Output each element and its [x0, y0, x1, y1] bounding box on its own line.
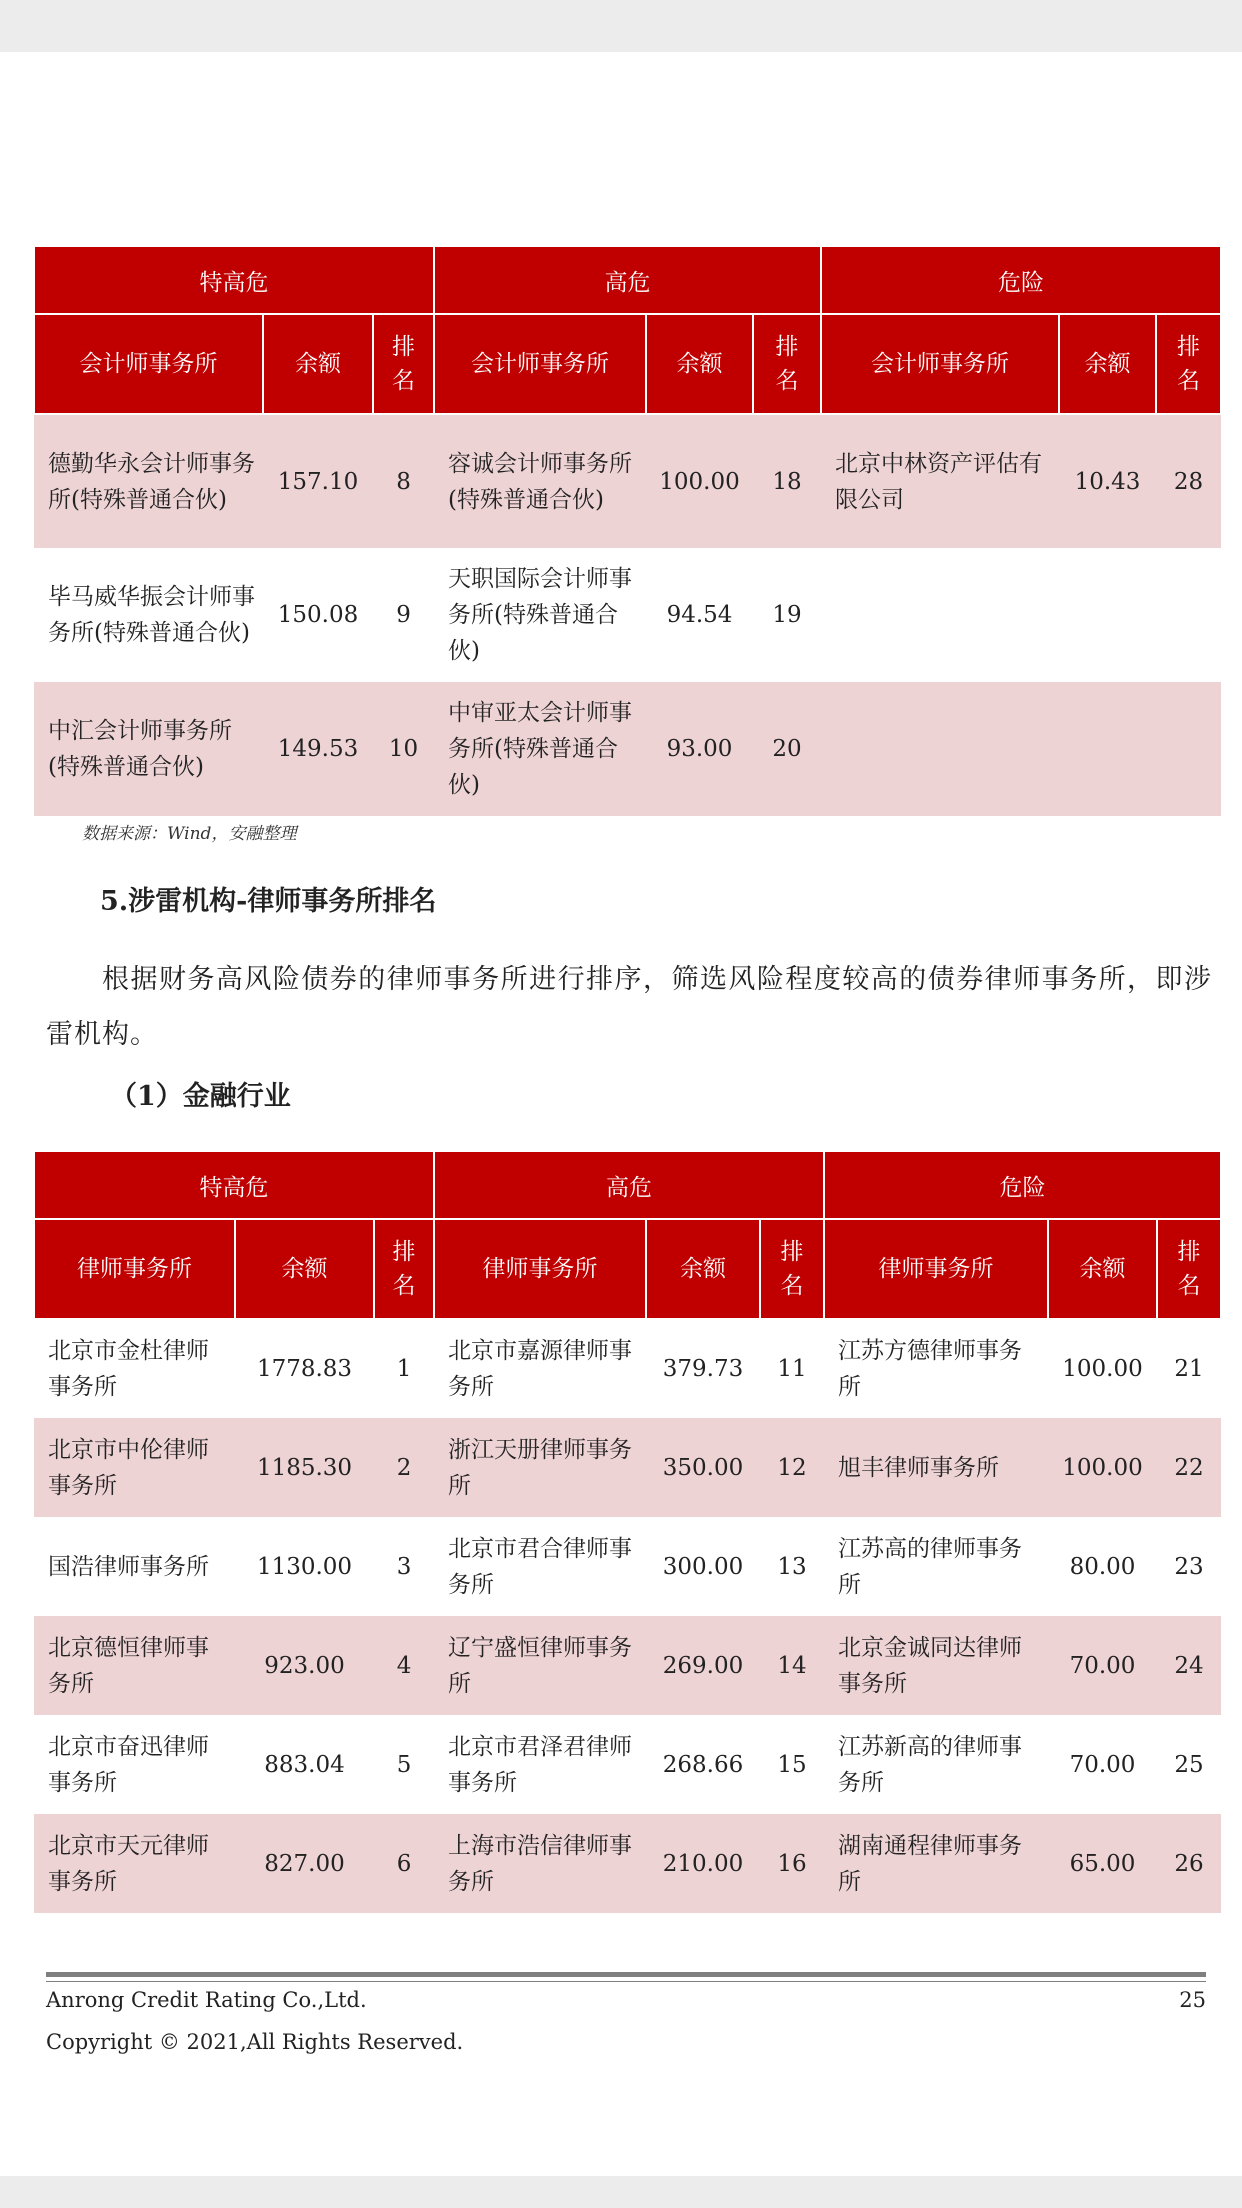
firm-name-cell: 国浩律师事务所 [34, 1517, 235, 1616]
firm-name-cell: 江苏新高的律师事务所 [824, 1715, 1048, 1814]
footer-divider-thin [46, 1981, 1206, 1982]
rank-cell: 16 [760, 1814, 824, 1913]
balance-cell: 80.00 [1048, 1517, 1157, 1616]
balance-cell: 210.00 [646, 1814, 760, 1913]
firm-name-cell: 湖南通程律师事务所 [824, 1814, 1048, 1913]
balance-cell: 1778.83 [235, 1319, 374, 1418]
rank-cell: 19 [753, 548, 821, 682]
table-row [34, 1517, 1221, 1616]
balance-cell: 70.00 [1048, 1715, 1157, 1814]
table-row [34, 1418, 1221, 1517]
balance-cell: 268.66 [646, 1715, 760, 1814]
subsection-heading: （1）金融行业 [110, 1081, 291, 1112]
table-row [34, 1715, 1221, 1814]
balance-cell: 94.54 [646, 548, 753, 682]
group-header-extreme-risk: 特高危 [34, 246, 434, 314]
balance-cell [1059, 548, 1156, 682]
balance-cell: 1130.00 [235, 1517, 374, 1616]
firm-name-cell: 上海市浩信律师事务所 [434, 1814, 646, 1913]
group-header-risk: 危险 [821, 246, 1221, 314]
footer-divider [46, 1972, 1206, 1977]
rank-cell [1156, 548, 1221, 682]
column-header-firm: 律师事务所 [434, 1219, 646, 1319]
footer-company: Anrong Credit Rating Co.,Ltd. [46, 1988, 367, 2012]
firm-name-cell: 江苏方德律师事务所 [824, 1319, 1048, 1418]
balance-cell: 350.00 [646, 1418, 760, 1517]
firm-name-cell: 北京市中伦律师事务所 [34, 1418, 235, 1517]
firm-name-cell: 容诚会计师事务所(特殊普通合伙) [434, 414, 646, 548]
rank-cell: 12 [760, 1418, 824, 1517]
firm-name-cell: 旭丰律师事务所 [824, 1418, 1048, 1517]
table-row [34, 414, 1221, 548]
column-header-rank: 排名 [753, 314, 821, 414]
firm-name-cell: 中汇会计师事务所(特殊普通合伙) [34, 682, 263, 816]
rank-cell: 6 [374, 1814, 434, 1913]
body-paragraph: 根据财务高风险债券的律师事务所进行排序，筛选风险程度较高的债券律师事务所，即涉雷机构。 [46, 964, 1212, 1050]
firm-name-cell: 德勤华永会计师事务所(特殊普通合伙) [34, 414, 263, 548]
balance-cell: 149.53 [263, 682, 373, 816]
firm-name-cell: 江苏高的律师事务所 [824, 1517, 1048, 1616]
balance-cell [1059, 682, 1156, 816]
group-header-high-risk: 高危 [434, 246, 821, 314]
balance-cell: 100.00 [1048, 1319, 1157, 1418]
balance-cell: 70.00 [1048, 1616, 1157, 1715]
column-header-balance: 余额 [646, 1219, 760, 1319]
firm-name-cell [821, 682, 1059, 816]
column-header-balance: 余额 [263, 314, 373, 414]
firm-name-cell: 北京市君泽君律师事务所 [434, 1715, 646, 1814]
firm-name-cell: 北京金诚同达律师事务所 [824, 1616, 1048, 1715]
rank-cell: 15 [760, 1715, 824, 1814]
balance-cell: 150.08 [263, 548, 373, 682]
table-row [34, 1319, 1221, 1418]
law-firm-ranking-table [33, 1150, 1222, 1913]
balance-cell: 93.00 [646, 682, 753, 816]
rank-cell: 5 [374, 1715, 434, 1814]
rank-cell: 28 [1156, 414, 1221, 548]
column-header-firm: 律师事务所 [34, 1219, 235, 1319]
rank-cell: 1 [374, 1319, 434, 1418]
firm-name-cell: 北京德恒律师事务所 [34, 1616, 235, 1715]
column-header-rank: 排名 [1156, 314, 1221, 414]
firm-name-cell: 中审亚太会计师事务所(特殊普通合伙) [434, 682, 646, 816]
column-header-firm: 律师事务所 [824, 1219, 1048, 1319]
column-header-balance: 余额 [646, 314, 753, 414]
rank-cell: 24 [1157, 1616, 1221, 1715]
firm-name-cell: 北京市金杜律师事务所 [34, 1319, 235, 1418]
rank-cell: 18 [753, 414, 821, 548]
column-header-firm: 会计师事务所 [34, 314, 263, 414]
table-row [34, 682, 1221, 816]
rank-cell: 22 [1157, 1418, 1221, 1517]
section-heading: 5.涉雷机构-律师事务所排名 [100, 886, 437, 917]
accounting-firm-ranking-table [33, 245, 1222, 816]
rank-cell: 23 [1157, 1517, 1221, 1616]
column-header-rank: 排名 [374, 1219, 434, 1319]
balance-cell: 883.04 [235, 1715, 374, 1814]
data-source-note: 数据来源：Wind，安融整理 [82, 824, 297, 844]
balance-cell: 827.00 [235, 1814, 374, 1913]
balance-cell: 1185.30 [235, 1418, 374, 1517]
rank-cell: 3 [374, 1517, 434, 1616]
page-number: 25 [1179, 1988, 1206, 2012]
balance-cell: 269.00 [646, 1616, 760, 1715]
rank-cell: 13 [760, 1517, 824, 1616]
rank-cell: 9 [373, 548, 434, 682]
rank-cell: 11 [760, 1319, 824, 1418]
table-row [34, 1814, 1221, 1913]
group-header-extreme-risk: 特高危 [34, 1151, 434, 1219]
firm-name-cell: 北京市君合律师事务所 [434, 1517, 646, 1616]
firm-name-cell: 天职国际会计师事务所(特殊普通合伙) [434, 548, 646, 682]
column-header-balance: 余额 [235, 1219, 374, 1319]
column-header-firm: 会计师事务所 [434, 314, 646, 414]
balance-cell: 379.73 [646, 1319, 760, 1418]
table-row [34, 548, 1221, 682]
balance-cell: 10.43 [1059, 414, 1156, 548]
group-header-high-risk: 高危 [434, 1151, 824, 1219]
balance-cell: 923.00 [235, 1616, 374, 1715]
firm-name-cell: 浙江天册律师事务所 [434, 1418, 646, 1517]
group-header-risk: 危险 [824, 1151, 1221, 1219]
rank-cell: 21 [1157, 1319, 1221, 1418]
column-header-balance: 余额 [1059, 314, 1156, 414]
firm-name-cell: 北京市嘉源律师事务所 [434, 1319, 646, 1418]
rank-cell [1156, 682, 1221, 816]
firm-name-cell [821, 548, 1059, 682]
rank-cell: 8 [373, 414, 434, 548]
firm-name-cell: 辽宁盛恒律师事务所 [434, 1616, 646, 1715]
firm-name-cell: 北京市天元律师事务所 [34, 1814, 235, 1913]
rank-cell: 2 [374, 1418, 434, 1517]
column-header-balance: 余额 [1048, 1219, 1157, 1319]
column-header-rank: 排名 [373, 314, 434, 414]
document-page [0, 52, 1242, 2176]
column-header-rank: 排名 [1157, 1219, 1221, 1319]
balance-cell: 157.10 [263, 414, 373, 548]
rank-cell: 14 [760, 1616, 824, 1715]
firm-name-cell: 北京中林资产评估有限公司 [821, 414, 1059, 548]
balance-cell: 300.00 [646, 1517, 760, 1616]
rank-cell: 26 [1157, 1814, 1221, 1913]
balance-cell: 100.00 [646, 414, 753, 548]
footer-copyright: Copyright © 2021,All Rights Reserved. [46, 2030, 464, 2054]
table-row [34, 1616, 1221, 1715]
rank-cell: 4 [374, 1616, 434, 1715]
balance-cell: 65.00 [1048, 1814, 1157, 1913]
balance-cell: 100.00 [1048, 1418, 1157, 1517]
firm-name-cell: 毕马威华振会计师事务所(特殊普通合伙) [34, 548, 263, 682]
column-header-firm: 会计师事务所 [821, 314, 1059, 414]
column-header-rank: 排名 [760, 1219, 824, 1319]
rank-cell: 10 [373, 682, 434, 816]
rank-cell: 25 [1157, 1715, 1221, 1814]
rank-cell: 20 [753, 682, 821, 816]
firm-name-cell: 北京市奋迅律师事务所 [34, 1715, 235, 1814]
